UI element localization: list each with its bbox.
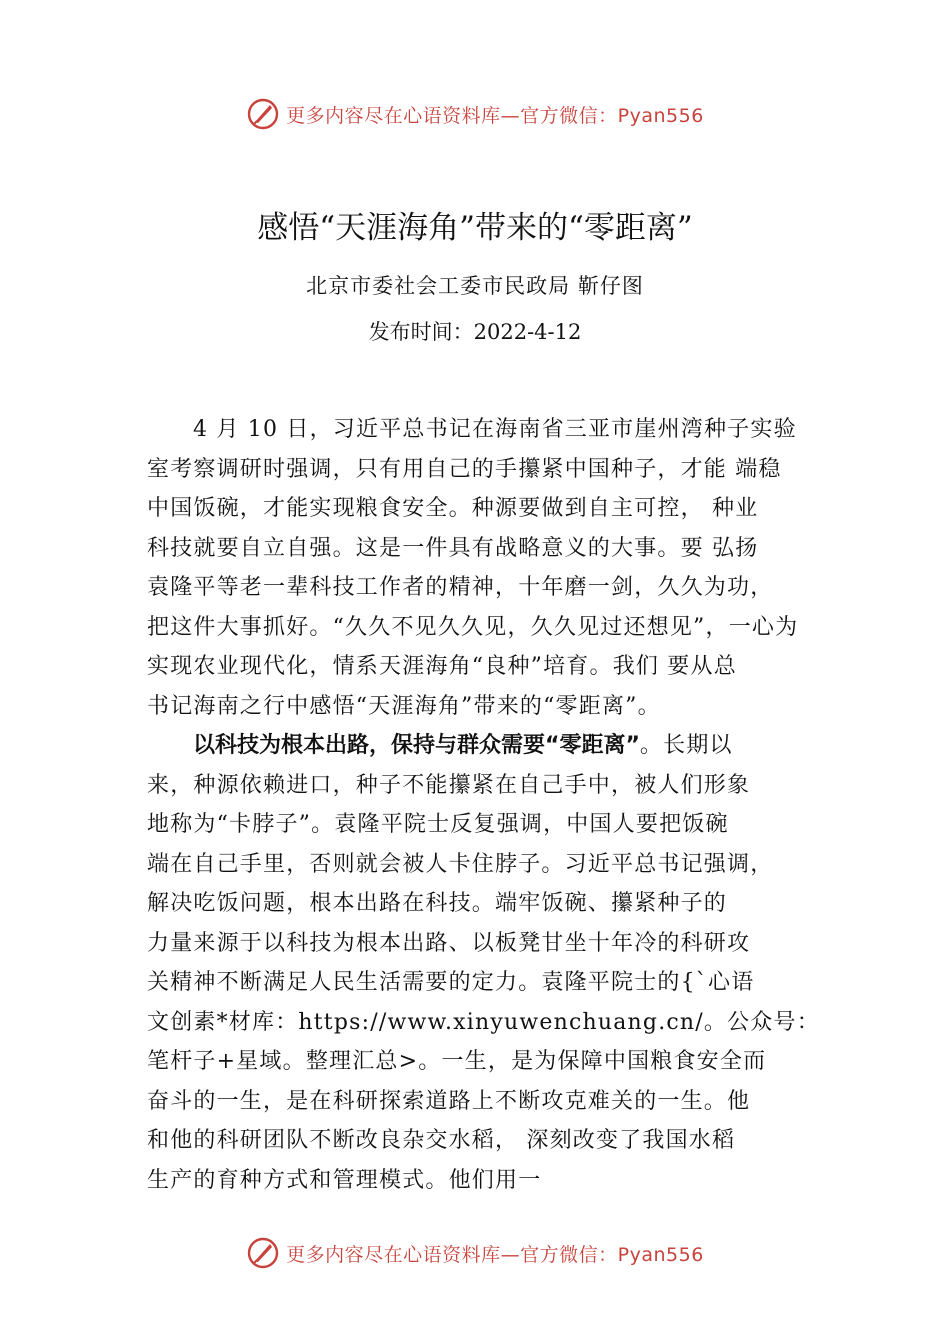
section-heading: 以科技为根本出路，保持与群众需要“零距离” [193,733,640,758]
body-line-text: 实现农业现代化，情系天涯海角“良种”培育。我们 要从总 [147,654,737,679]
quill-logo-icon [246,1236,280,1270]
body-line [147,608,837,648]
body-line [147,568,837,608]
body-line [147,1161,837,1201]
body-line [147,1121,837,1161]
body-line [147,766,837,806]
body-line-text: 4 月 10 日，习近平总书记在海南省三亚市崖州湾种子实验 [193,417,797,442]
body-line [147,529,837,569]
body-line-text: 生产的育种方式和管理模式。他们用一 [147,1167,542,1193]
body-line [147,489,837,529]
body-line-text: 端在自己手里，否则就会被人卡住脖子。习近平总书记强调， [147,851,774,877]
body-line [147,805,837,845]
body-line-text: 袁隆平等老一辈科技工作者的精神，十年磨一剑，久久为功， [147,575,774,600]
article-date: 发布时间：2022-4-12 [368,320,582,344]
body-line [147,884,837,924]
body-line [147,1082,837,1122]
header-banner [0,94,950,134]
body-line [147,963,837,1003]
article-title: 感悟“天涯海角”带来的“零距离” [257,210,693,246]
body-line [147,647,837,687]
body-line-text: 文创素*材库：https://www.xinyuwenchuang.cn/。公众号： [147,1009,820,1035]
body-line-text: 书记海南之行中感悟“天涯海角”带来的“零距离”。 [147,693,661,719]
body-line [147,450,837,490]
body-line-text: 室考察调研时强调，只有用自己的手攥紧中国种子，才能 端稳 [147,456,782,482]
footer-banner [0,1233,950,1273]
body-line-text: 中国饭碗，才能实现粮食安全。种源要做到自主可控， 种业 [147,496,759,521]
body-line-text: 。长期以 [639,733,733,758]
body-line-text: 科技就要自立自强。这是一件具有战略意义的大事。要 弘扬 [147,535,759,561]
body-line [147,726,837,766]
body-line-text: 解决吃饭问题，根本出路在科技。端牢饭碗、攥紧种子的 [147,891,728,916]
body-line-text: 笔杆子+星域。整理汇总>。一生，是为保障中国粮食安全而 [147,1049,767,1074]
body-line-text: 和他的科研团队不断改良杂交水稻， 深刻改变了我国水稻 [147,1128,736,1153]
body-line-text: 来，种源依赖进口，种子不能攥紧在自己手中，被人们形象 [147,772,751,798]
header-banner-text: 更多内容尽在心语资料库—官方微信：Pyan556 [286,104,704,127]
body-line [147,687,837,727]
body-line [147,1042,837,1082]
body-line [147,924,837,964]
body-line-text: 地称为“卡脖子”。袁隆平院士反复强调，中国人要把饭碗 [147,812,729,837]
article-body [147,410,837,1200]
body-line-text: 奋斗的一生，是在科研探索道路上不断攻克难关的一生。他 [147,1088,751,1114]
footer-banner-text: 更多内容尽在心语资料库—官方微信：Pyan556 [286,1243,704,1266]
quill-logo-icon [246,97,280,131]
body-line-text: 把这件大事抓好。“久久不见久久见，久久见过还想见”，一心为 [147,614,799,640]
body-line [147,410,837,450]
article-author: 北京市委社会工委市民政局 靳仔图 [306,274,644,298]
body-line [147,1003,837,1043]
body-line [147,845,837,885]
body-line-text: 力量来源于以科技为根本出路、以板凳甘坐十年冷的科研攻 [147,930,751,956]
body-line-text: 关精神不断满足人民生活需要的定力。袁隆平院士的{`心语 [147,970,755,995]
